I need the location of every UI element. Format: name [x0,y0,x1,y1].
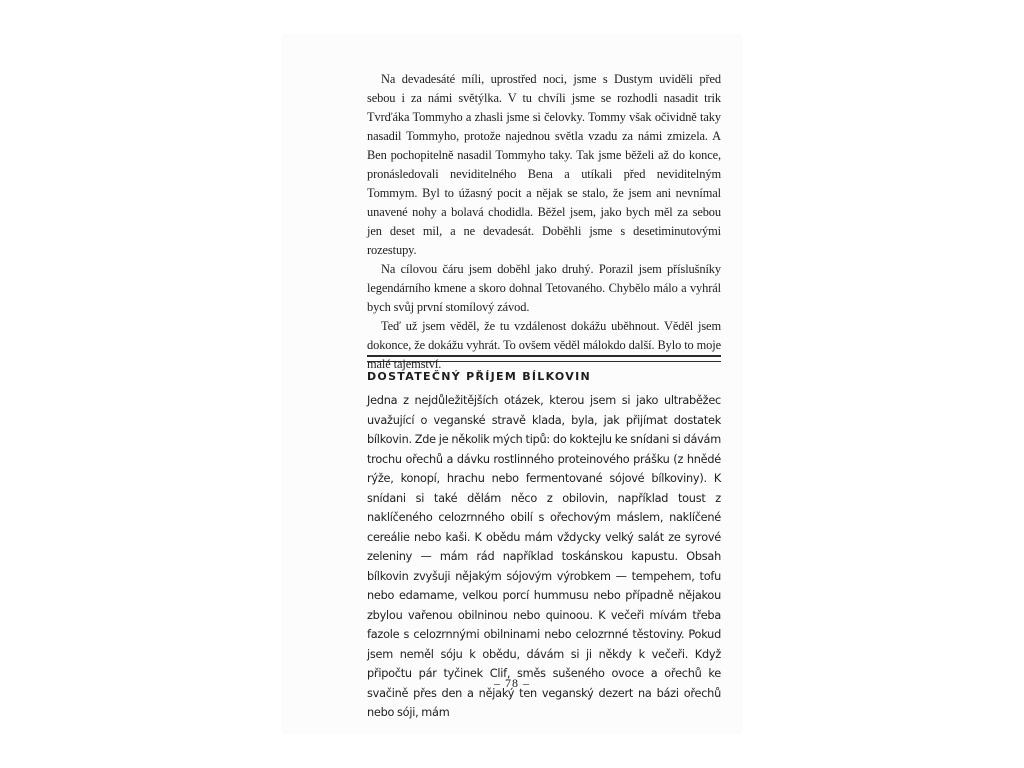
sidebar-text [367,391,721,723]
sidebar-divider [367,355,721,362]
page-number: – 78 – [494,676,530,690]
sidebar-paragraph: Jedna z nejdůležitějších otázek, kterou jsem si jako ultraběžec uvažující o veganské stravě klada, byla, jak přijímat dostatek bílkovin. Zde je několik mých tipů: do koktejlu ke snídani si dávám trochu ořechů a dávku rostlinného proteinového prášku (z hnědé rýže, konopí, hrachu nebo fermentované sójové bílkoviny). K snídani si také dělám něco z obilovin, například toust z naklíčeného celozrnného obilí s ořechovým máslem, naklíčené cereálie nebo kaši. K obědu mám vždycky velký salát ze syrové zeleniny — mám rád například toskánskou kapustu. Obsah bílkovin zvyšuji nějakým sójovým výrobkem — tempehem, tofu nebo edamame, velkou porcí hummusu nebo případně nějakou zbylou vařenou obilninou nebo quinoou. K večeři mívám třeba fazole s celozrnnými obilninami nebo celozrnné těstoviny. Pokud jsem neměl sóju k obědu, dávám si ji někdy k večeři. Když připočtu pár tyčinek Clif, směs sušeného ovoce a ořechů ke svačině přes den a nějaký ten veganský dezert na bázi ořechů nebo sóji, mám [367,394,721,719]
narrative-paragraph: Teď už jsem věděl, že tu vzdálenost dokážu uběhnout. Věděl jsem dokonce, že dokážu vyhrát. To ovšem věděl málokdo další. Bylo to moje malé tajemství. [367,319,722,371]
narrative-paragraph: Na cílovou čáru jsem doběhl jako druhý. Porazil jsem příslušníky legendárního kmene a skoro dohnal Tetovaného. Chybělo málo a vyhrál bych svůj první stomílový závod. [367,262,721,314]
sidebar-heading: DOSTATEČNÝ PŘÍJEM BÍLKOVIN [367,370,591,383]
narrative-text [367,70,721,374]
narrative-paragraph: Na devadesáté míli, uprostřed noci, jsme s Dustym uviděli před sebou i za námi světýlka. V tu chvíli jsme se rozhodli nasadit trik Tvrďáka Tommyho a zhasli jsme si čelovky. Tommy však očividně taky nasadil Tommyho, protože najednou světla vzadu za námi zmizela. A Ben pochopitelně nasadil Tommyho taky. Tak jsme běželi až do konce, pronásledovali neviditelného Bena a utíkali před neviditelným Tommym. Byl to úžasný pocit a nějak se stalo, že jsem ani nevnímal unavené nohy a bolavá chodidla. Běžel jsem, jako bych měl za sebou jen deset mil, a ne devadesát. Doběhli jsme s desetiminutovými rozestupy. [367,72,721,257]
book-page [283,36,741,732]
